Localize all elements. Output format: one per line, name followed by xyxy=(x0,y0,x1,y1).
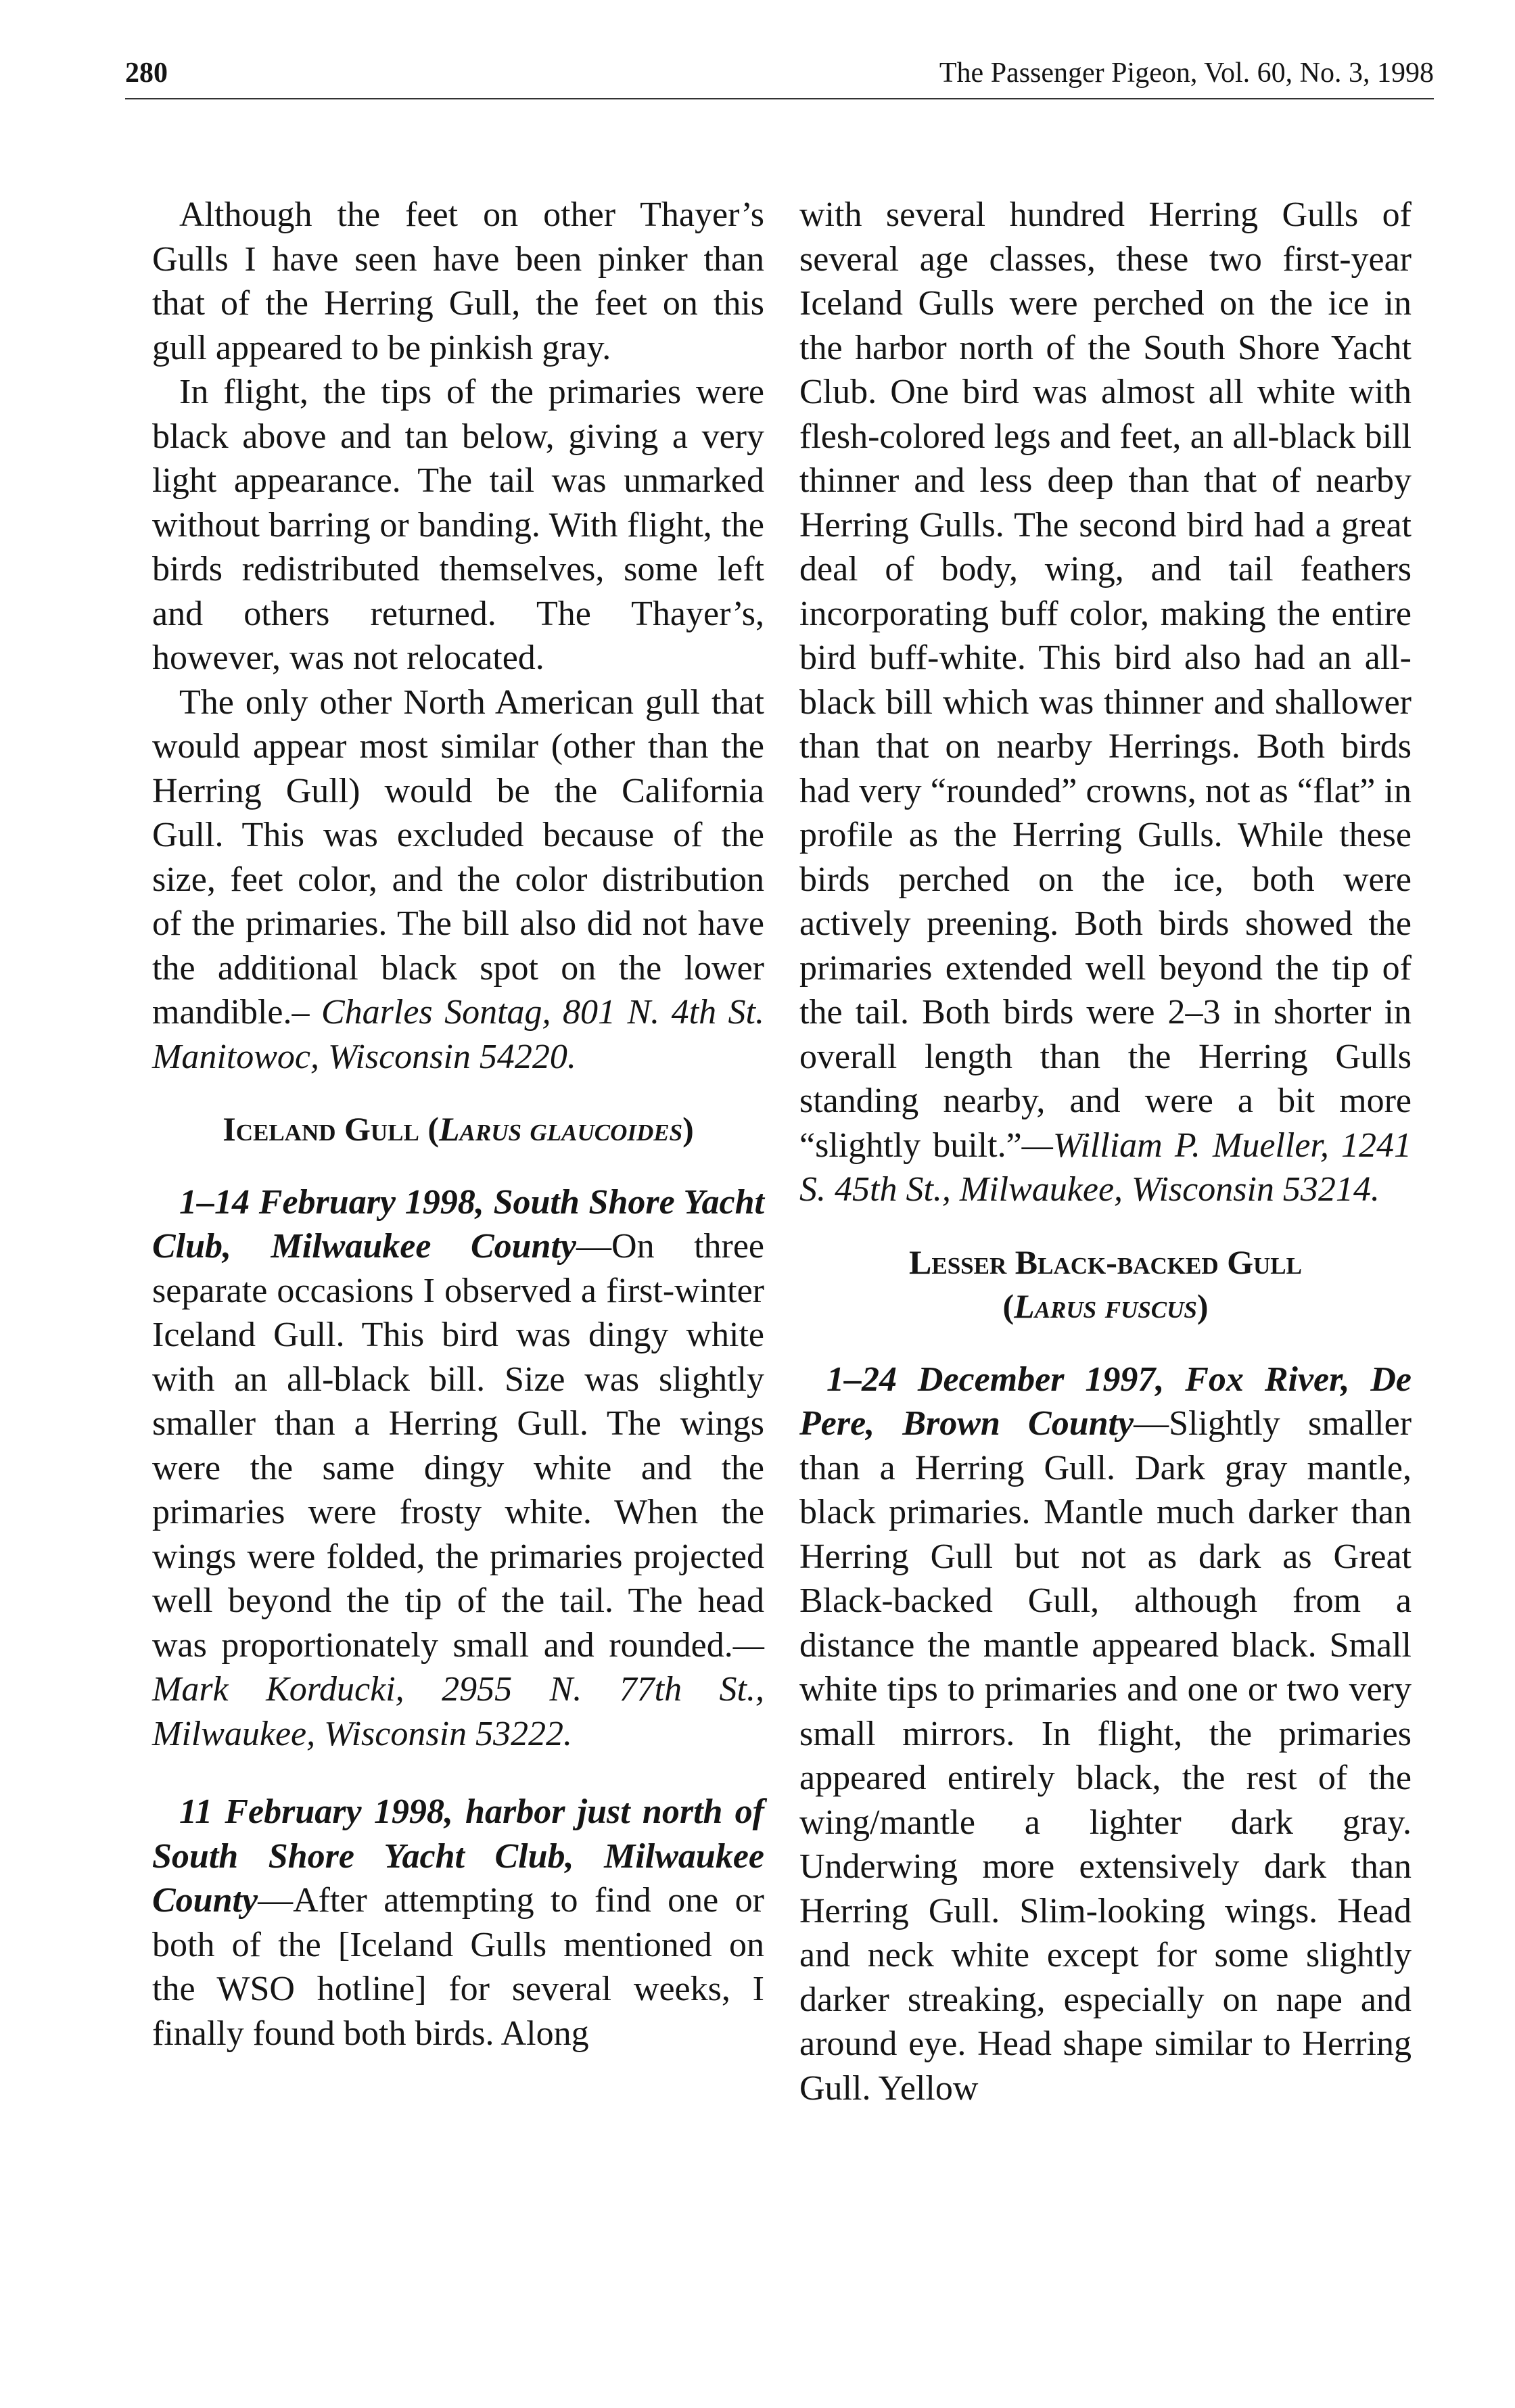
right-column xyxy=(799,193,1412,2110)
thayers-paragraph-1: Although the feet on other Thayer’s Gulls I have seen have been pinker than that of the Herring Gull, the feet on this gull appeared to be pinkish gray. xyxy=(152,195,764,367)
left-column xyxy=(152,193,764,2056)
record-description: —After attempting to find one or both of the [Iceland Gulls mentioned on the WSO hotline] for several weeks, I finally found both birds. Along xyxy=(152,1881,764,2053)
iceland-record-1 xyxy=(152,1180,764,1757)
running-head xyxy=(125,53,1434,93)
journal-citation: The Passenger Pigeon, Vol. 60, No. 3, 1998 xyxy=(939,57,1434,89)
record-description: —Slightly smaller than a Herring Gull. Dark gray mantle, black primaries. Mantle much darker than Herring Gull but not as dark as Great Black-backed Gull, although from a distance the mantle appeared black. Small white tips to primaries and one or two very small mirrors. In flight, the primaries appeared entirely black, the rest of the wing/mantle a lighter dark gray. Underwing more extensively dark than Herring Gull. Slim-looking wings. Head and neck white except for some slightly darker streaking, especially on nape and around eye. Head shape similar to Herring Gull. Yellow xyxy=(799,1404,1412,2108)
species-name: Lesser Black-backed Gull xyxy=(909,1243,1302,1281)
observer-signature-sontag: Charles Sontag, 801 N. 4th St. Manitowoc, Wisconsin 54220. xyxy=(152,993,764,1076)
record-description: with several hundred Herring Gulls of several age classes, these two first-year Iceland Gulls were perched on the ice in the harbor north of the South Shore Yacht Club. One bird was almost all white with flesh-colored legs and feet, an all-black bill thinner and less deep than that of nearby Herring Gulls. The second bird had a great deal of body, wing, and tail feathers incorporating buff color, making the entire bird buff-white. This bird also had an all-black bill which was thinner and shallower than that on nearby Herrings. Both birds had very “rounded” crowns, not as “flat” in profile as the Herring Gulls. While these birds perched on the ice, both were actively preening. Both birds showed the primaries extended well beyond the tip of the tail. Both birds were 2–3 in shorter in overall length than the Herring Gulls standing nearby, and were a bit more “slightly built.” xyxy=(799,195,1412,1165)
record-description: —On three separate occasions I observed a first-winter Iceland Gull. This bird was dingy white with an all-black bill. Size was slightly smaller than a Herring Gull. The wings were the same dingy white and the primaries were frosty white. When the wings were folded, the primaries projected well beyond the tip of the tail. The head was proportionately small and rounded. xyxy=(152,1227,764,1665)
thayers-paragraph-3 xyxy=(152,680,764,1080)
lesser-record-1 xyxy=(799,1358,1412,2111)
thayers-paragraph-2: In flight, the tips of the primaries were black above and tan below, giving a very light appearance. The tail was unmarked without barring or banding. With flight, the birds redistributed themselves, some left and others returned. The Thayer’s, however, was not relocated. xyxy=(152,373,764,677)
iceland-record-2 xyxy=(152,1790,764,2056)
page-number: 280 xyxy=(125,57,168,89)
observer-signature-mueller: —William P. Mueller, 1241 S. 45th St., Milwaukee, Wisconsin 53214. xyxy=(799,1126,1412,1209)
header-rule xyxy=(125,98,1434,99)
record-date-location: 1–14 February 1998, South Shore Yacht Club, Milwaukee County xyxy=(152,1182,764,1266)
record-date-location: 1–24 December 1997, Fox River, De Pere, Brown County xyxy=(799,1360,1412,1443)
iceland-record-2-continued xyxy=(799,193,1412,1212)
species-heading-lesser-black-backed-gull: Lesser Black-backed Gull (Larus fuscus) xyxy=(909,1243,1302,1325)
record-date-location: 11 February 1998, harbor just north of South Shore Yacht Club, Milwaukee County xyxy=(152,1792,764,1920)
species-latin-name: Larus glaucoides xyxy=(439,1110,683,1148)
thayers-paragraph-3-text: The only other North American gull that would appear most similar (other than the Herring Gull) would be the California Gull. This was excluded because of the size, feet color, and the color distribution of the primaries. The bill also did not have the additional black spot on the lower mandible.– xyxy=(152,682,764,1032)
observer-signature-korducki: —Mark Korducki, 2955 N. 77th St., Milwaukee, Wisconsin 53222. xyxy=(152,1625,764,1753)
species-name: Iceland Gull xyxy=(223,1110,419,1148)
species-latin-name: Larus fuscus xyxy=(1014,1287,1197,1325)
species-heading-iceland-gull: Iceland Gull (Larus glaucoides) xyxy=(223,1110,694,1148)
